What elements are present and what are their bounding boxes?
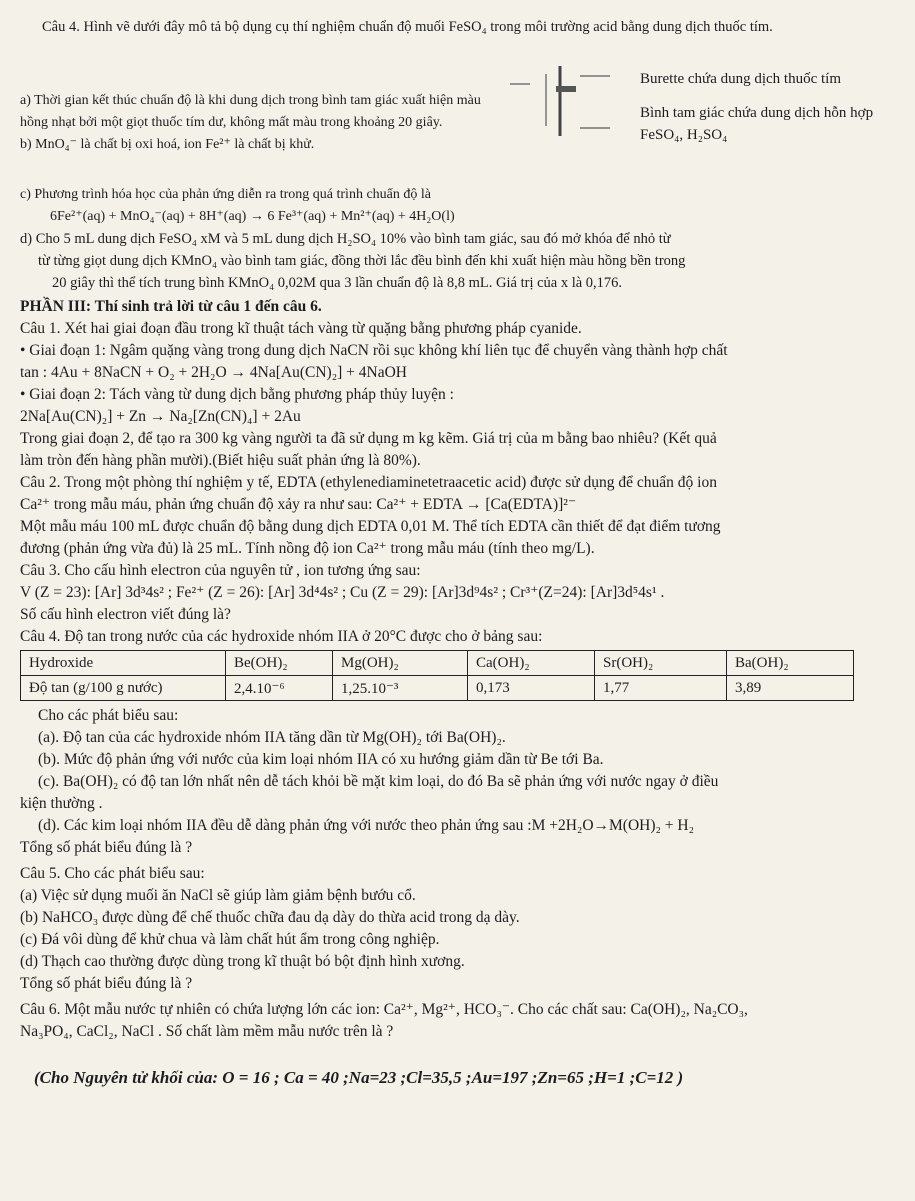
part3-question-5 <box>20 863 897 995</box>
table-row <box>21 676 854 701</box>
q2-line: Ca²⁺ trong mẫu máu, phản ứng chuẩn độ xảy ra như sau: Ca²⁺ + EDTA → [Ca(EDTA)]²⁻ <box>20 496 577 513</box>
q1-line: • Giai đoạn 2: Tách vàng từ dung dịch bằng phương pháp thủy luyện : <box>20 386 454 403</box>
burette-label: Burette chứa dung dịch thuốc tím <box>640 71 841 87</box>
table-cell: Be(OH)₂ <box>226 651 333 676</box>
table-cell: 2,4.10⁻⁶ <box>226 676 333 701</box>
table-cell: 0,173 <box>468 676 595 701</box>
q5-line: (c) Đá vôi dùng để khử chua và làm chất hút ẩm trong công nghiệp. <box>20 931 440 948</box>
part3-question-2 <box>20 472 897 560</box>
q6-line: Na₃PO₄, CaCl₂, NaCl . Số chất làm mềm mẫu nước trên là ? <box>20 1023 394 1040</box>
table-cell: 1,77 <box>595 676 727 701</box>
q1-line: • Giai đoạn 1: Ngâm quặng vàng trong dung dịch NaCN rồi sục không khí liên tục để chuyển vàng thành hợp chất <box>20 342 728 359</box>
q5-line: (b) NaHCO₃ được dùng để chế thuốc chữa đau dạ dày do thừa acid trong dạ dày. <box>20 909 520 926</box>
part3-question-6 <box>20 999 897 1043</box>
q4b-line: (b). Mức độ phản ứng với nước của kim loại nhóm IIA có xu hướng giảm dần từ Be tới Ba. <box>38 751 604 768</box>
table-cell: Độ tan (g/100 g nước) <box>21 676 226 701</box>
table-cell: Ba(OH)₂ <box>727 651 854 676</box>
q1-line: 2Na[Au(CN)₂] + Zn → Na₂[Zn(CN)₄] + 2Au <box>20 408 301 425</box>
q2-line: đương (phản ứng vừa đủ) là 25 mL. Tính nồng độ ion Ca²⁺ trong mẫu máu (tính theo mg/L). <box>20 540 595 557</box>
table-cell: Sr(OH)₂ <box>595 651 727 676</box>
titration-apparatus-icon <box>500 66 650 176</box>
q5-line: (a) Việc sử dụng muối ăn NaCl sẽ giúp làm giảm bệnh bướu cổ. <box>20 887 416 904</box>
part3-question-3 <box>20 560 897 626</box>
q4-statement-b: b) MnO₄⁻ là chất bị oxi hoá, ion Fe²⁺ là chất bị khử. <box>20 137 315 152</box>
q4-table-title: Câu 4. Độ tan trong nước của các hydroxide nhóm IIA ở 20°C được cho ở bảng sau: <box>20 628 543 645</box>
question-4-block <box>20 16 897 216</box>
atomic-mass-note: (Cho Nguyên tử khối của: O = 16 ; Ca = 40 ;Na=23 ;Cl=35,5 ;Au=197 ;Zn=65 ;H=1 ;C=12 ) <box>34 1068 684 1087</box>
q1-line: làm tròn đến hàng phần mười).(Biết hiệu suất phản ứng là 80%). <box>20 452 421 469</box>
q1-line: tan : 4Au + 8NaCN + O₂ + 2H₂O → 4Na[Au(CN)₂] + 4NaOH <box>20 364 407 381</box>
q4-equation: 6Fe²⁺(aq) + MnO₄⁻(aq) + 8H⁺(aq) → 6 Fe³⁺(aq) + Mn²⁺(aq) + 4H₂O(l) <box>50 209 455 224</box>
q5-line: Câu 5. Cho các phát biểu sau: <box>20 865 205 882</box>
diagram-labels <box>640 68 910 146</box>
q4b-line: (c). Ba(OH)₂ có độ tan lớn nhất nên dễ tách khỏi bề mặt kim loại, do đó Ba sẽ phản ứng với nước ngay ở điều <box>38 773 719 790</box>
q3-line: V (Z = 23): [Ar] 3d³4s² ; Fe²⁺ (Z = 26): [Ar] 3d⁴4s² ; Cu (Z = 29): [Ar]3d⁹4s² ; Cr³⁺(Z=24): [Ar]3d⁵4s¹ . <box>20 584 665 601</box>
part3-heading: PHẦN III: Thí sinh trả lời từ câu 1 đến câu 6. <box>20 298 322 315</box>
q4-statement-a: a) Thời gian kết thúc chuẩn độ là khi dung dịch trong bình tam giác xuất hiện màu hồng nhạt bởi một giọt thuốc tím dư, không mất màu trong khoảng 20 giây. <box>20 93 481 130</box>
q5-line: Tổng số phát biểu đúng là ? <box>20 975 193 992</box>
table-cell: Ca(OH)₂ <box>468 651 595 676</box>
q4b-line: (a). Độ tan của các hydroxide nhóm IIA tăng dần từ Mg(OH)₂ tới Ba(OH)₂. <box>38 729 506 746</box>
q6-line: Câu 6. Một mẫu nước tự nhiên có chứa lượng lớn các ion: Ca²⁺, Mg²⁺, HCO₃⁻. Cho các chất sau: Ca(OH)₂, Na₂CO₃, <box>20 1001 748 1018</box>
table-cell: Hydroxide <box>21 651 226 676</box>
q3-line: Câu 3. Cho cấu hình electron của nguyên tử , ion tương ứng sau: <box>20 562 421 579</box>
q4-statement-d-line2: từ từng giọt dung dịch KMnO₄ vào bình tam giác, đồng thời lắc đều bình đến khi xuất hiện màu hồng bền trong <box>38 253 686 269</box>
q1-line: Trong giai đoạn 2, để tạo ra 300 kg vàng người ta đã sử dụng m kg kẽm. Giá trị của m bằng bao nhiêu? (Kết quả <box>20 430 717 447</box>
q5-line: (d) Thạch cao thường được dùng trong kĩ thuật bó bột định hình xương. <box>20 953 465 970</box>
flask-label: Bình tam giác chứa dung dịch hỗn hợp FeSO₄, H₂SO₄ <box>640 105 874 143</box>
q4-statement-d-line1: d) Cho 5 mL dung dịch FeSO₄ xM và 5 mL dung dịch H₂SO₄ 10% vào bình tam giác, sau đó mở khóa để nhỏ từ <box>20 231 671 247</box>
q4b-line: kiện thường . <box>20 795 103 812</box>
q4-statement-c: c) Phương trình hóa học của phản ứng diễn ra trong quá trình chuẩn độ là <box>20 187 431 202</box>
q4b-line: Tổng số phát biểu đúng là ? <box>20 839 193 856</box>
table-cell: 3,89 <box>727 676 854 701</box>
q4b-line: (d). Các kim loại nhóm IIA đều dễ dàng phản ứng với nước theo phản ứng sau :M +2H₂O→M(OH)₂ + H₂ <box>38 817 695 834</box>
q1-line: Câu 1. Xét hai giai đoạn đầu trong kĩ thuật tách vàng từ quặng bằng phương pháp cyanide. <box>20 320 582 337</box>
q2-line: Một mẫu máu 100 mL được chuẩn độ bằng dung dịch EDTA 0,01 M. Thể tích EDTA cần thiết để đạt điểm tương <box>20 518 721 535</box>
q3-line: Số cấu hình electron viết đúng là? <box>20 606 231 623</box>
part3-question-4 <box>20 626 897 859</box>
q4-intro: Câu 4. Hình vẽ dưới đây mô tả bộ dụng cụ thí nghiệm chuẩn độ muối FeSO₄ trong môi trường acid bằng dung dịch thuốc tím. <box>42 19 773 35</box>
table-cell: 1,25.10⁻³ <box>333 676 468 701</box>
q4b-line: Cho các phát biểu sau: <box>38 707 179 724</box>
q4-statements <box>20 68 490 156</box>
table-row <box>21 651 854 676</box>
part3-question-1 <box>20 318 897 472</box>
solubility-table <box>20 650 854 701</box>
table-cell: Mg(OH)₂ <box>333 651 468 676</box>
q4-statement-d-line3: 20 giây thì thể tích trung bình KMnO₄ 0,02M qua 3 lần chuẩn độ là 8,8 mL. Giá trị của x là 0,176. <box>52 275 623 291</box>
q2-line: Câu 2. Trong một phòng thí nghiệm y tế, EDTA (ethylenediaminetetraacetic acid) được sử dụng để chuẩn độ ion <box>20 474 717 491</box>
